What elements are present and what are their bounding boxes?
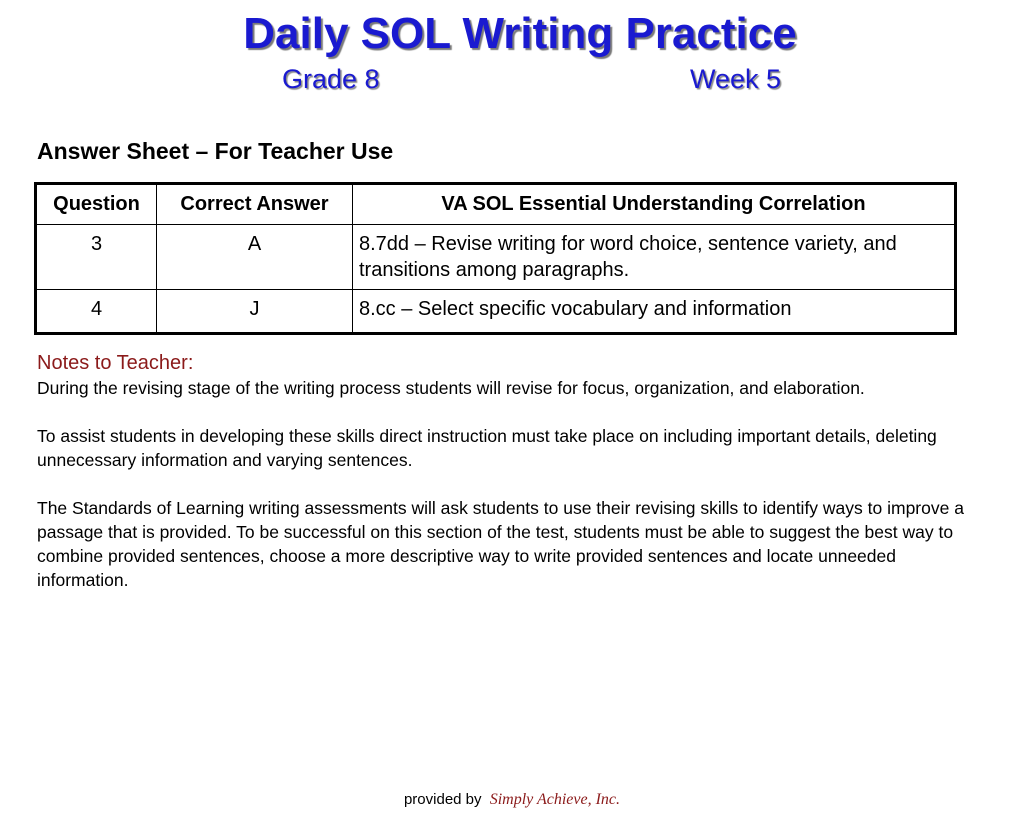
answer-cell: A: [157, 225, 353, 290]
footer: [0, 789, 1024, 811]
notes-heading: Notes to Teacher:: [37, 352, 194, 374]
table-row: [36, 290, 956, 334]
table-row: [36, 225, 956, 290]
section-heading: Answer Sheet – For Teacher Use: [37, 138, 394, 164]
notes-paragraph: To assist students in developing these skills direct instruction must take place on including important details, deleting unnecessary information and varying sentences.: [37, 426, 937, 470]
notes-paragraph: The Standards of Learning writing assessments will ask students to use their revising skills to identify ways to improve a passage that is provided. To be successful on this section of the test, students must be able to suggest the best way to combine provided sentences, choose a more descriptive way to write provided sentences and locate unneeded information.: [37, 498, 964, 590]
notes-body: [37, 376, 972, 616]
notes-paragraph: During the revising stage of the writing process students will revise for focus, organization, and elaboration.: [37, 378, 865, 398]
question-cell: 3: [36, 225, 157, 290]
correlation-cell: 8.cc – Select specific vocabulary and information: [353, 290, 956, 334]
week-label: Week 5: [690, 64, 782, 94]
column-header-correlation: VA SOL Essential Understanding Correlation: [353, 184, 956, 225]
provided-by-label: provided by: [403, 791, 482, 808]
answer-cell: J: [157, 290, 353, 334]
column-header-question: Question: [36, 184, 157, 225]
company-name: Simply Achieve, Inc.: [489, 791, 621, 808]
page-title: Daily SOL Writing Practice: [243, 9, 797, 58]
column-header-correct-answer: Correct Answer: [157, 184, 353, 225]
correlation-cell: 8.7dd – Revise writing for word choice, sentence variety, and transitions among paragraphs.: [353, 225, 956, 290]
answer-table: [34, 182, 957, 335]
question-cell: 4: [36, 290, 157, 334]
grade-label: Grade 8: [282, 64, 380, 94]
table-header-row: [36, 184, 956, 225]
